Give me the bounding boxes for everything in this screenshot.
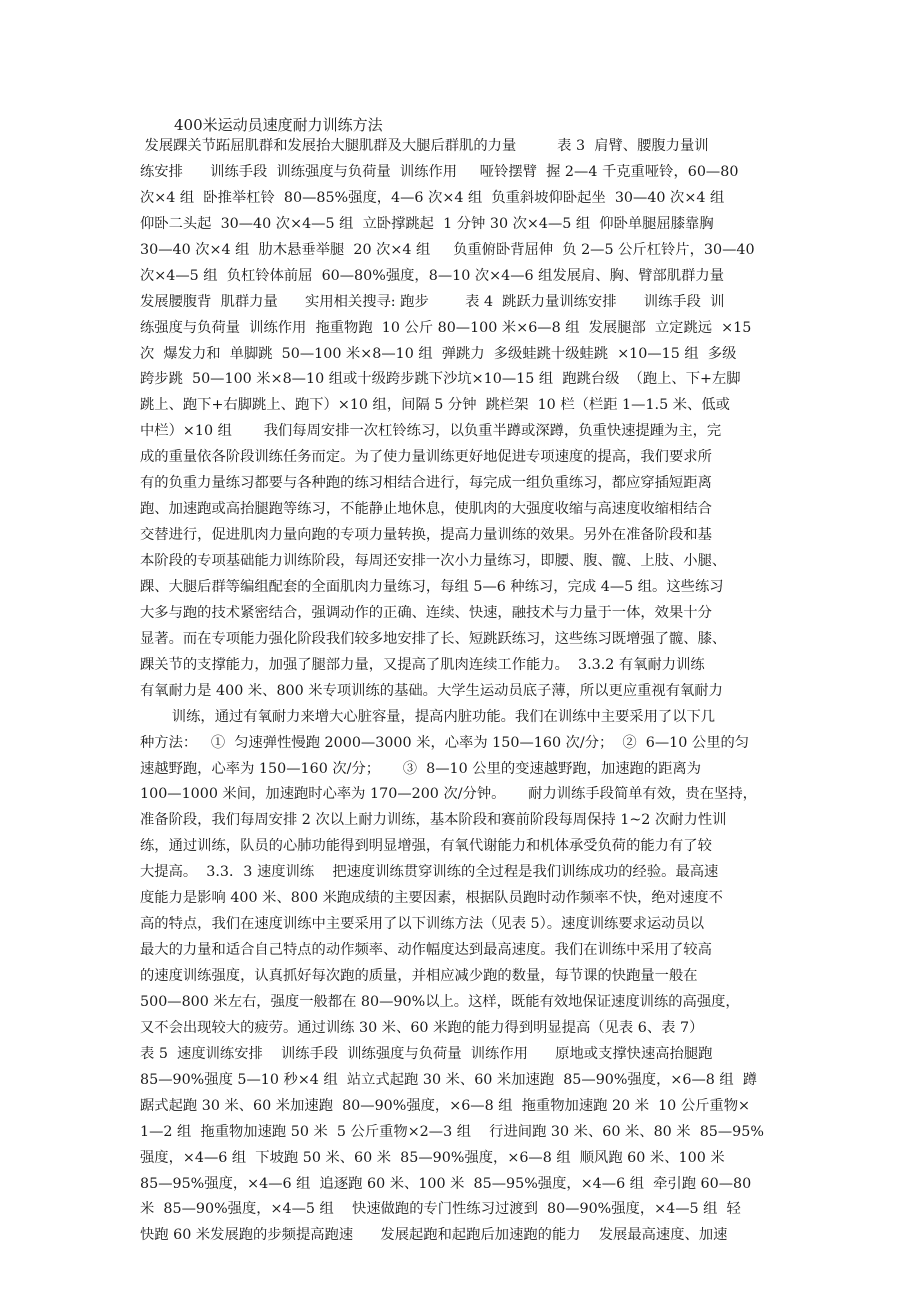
text-line: 强度，×4—6 组 下坡跑 50 米、60 米 85—90%强度，×6—8 组 顺风跑 60 米、100 米: [140, 1149, 725, 1166]
text-line: 表 5 速度训练安排 训练手段 训练强度与负荷量 训练作用 原地或支撑快速高抬腿跑: [140, 1045, 713, 1062]
text-line: 显著。而在专项能力强化阶段我们较多地安排了长、短跳跃练习，这些练习既增强了髋、膝、: [140, 630, 727, 647]
text-line: 练强度与负荷量 训练作用 拖重物跑 10 公斤 80—100 米×6—8 组 发展腿部 立定跳远 ×15: [140, 319, 752, 336]
text-line: 成的重量依各阶段训练任务而定。为了使力量训练更好地促进专项速度的提高，我们要求所: [140, 449, 712, 466]
text-line: 踝、大腿后群等编组配套的全面肌肉力量练习，每组 5—6 种练习，完成 4—5 组。这些练习: [140, 578, 724, 595]
text-line: 米 85—90%强度，×4—5 组 快速做跑的专门性练习过渡到 80—90%强度，×4—5 组 轻: [140, 1201, 741, 1218]
text-line: 准备阶段，我们每周安排 2 次以上耐力训练，基本阶段和赛前阶段每周保持 1~2 次耐力性训: [140, 812, 727, 829]
text-line: 次×4—5 组 负杠铃体前屈 60—80%强度，8—10 次×4—6 组发展肩、胸、臂部肌群力量: [140, 267, 725, 284]
text-line: 100—1000 米间，加速跑时心率为 170—200 次/分钟。 耐力训练手段简单有效，贵在坚持，: [140, 786, 757, 803]
text-line: 大提高。 3.3．3 速度训练 把速度训练贯穿训练的全过程是我们训练成功的经验。最高速: [140, 864, 719, 881]
text-line: 有氧耐力是 400 米、800 米专项训练的基础。大学生运动员底子薄，所以更应重视有氧耐力: [140, 682, 723, 699]
text-line: 快跑 60 米发展跑的步频提高跑速 发展起跑和起跑后加速跑的能力 发展最高速度、加速: [140, 1227, 728, 1244]
text-line: 练安排 训练手段 训练强度与负荷量 训练作用 哑铃摆臂 握 2—4 千克重哑铃，60—80: [140, 163, 739, 180]
text-line: 练，通过训练，队员的心肺功能得到明显增强，有氧代谢能力和机体承受负荷的能力有了较: [140, 838, 712, 855]
text-line: 本阶段的专项基础能力训练阶段，每周还安排一次小力量练习，即腰、腹、髋、上肢、小腿、: [140, 553, 727, 569]
text-line: 训练，通过有氧耐力来增大心脏容量，提高内脏功能。我们在训练中主要采用了以下几: [140, 708, 716, 725]
text-line: 度能力是影响 400 米、800 米跑成绩的主要因素，根据队员跑时动作频率不快，绝对速度不: [140, 890, 723, 907]
text-line: 仰卧二头起 30—40 次×4—5 组 立卧撑跳起 1 分钟 30 次×4—5 组 仰卧单腿屈膝靠胸: [140, 215, 714, 232]
text-line: 交替进行，促进肌肉力量向跑的专项力量转换，提高力量训练的效果。另外在准备阶段和基: [140, 527, 712, 544]
text-line: 的速度训练强度，认真抓好每次跑的质量，并相应减少跑的数量，每节课的快跑量一般在: [140, 968, 698, 984]
text-line: 85—95%强度，×4—6 组 追逐跑 60 米、100 米 85—95%强度，×4—6 组 牵引跑 60—80: [140, 1175, 752, 1192]
document-title: 400米运动员速度耐力训练方法: [174, 116, 383, 134]
text-line: 踞式起跑 30 米、60 米加速跑 80—90%强度，×6—8 组 拖重物加速跑 20 米 10 公斤重物×: [140, 1097, 750, 1114]
text-line: 高的特点，我们在速度训练中主要采用了以下训练方法（见表 5）。速度训练要求运动员以: [140, 916, 705, 933]
text-line: 1—2 组 拖重物加速跑 50 米 5 公斤重物×2—3 组 行进间跑 30 米、60 米、80 米 85—95%: [140, 1123, 764, 1140]
text-line: 踝关节的支撑能力，加强了腿部力量，又提高了肌肉连续工作能力。 3.3.2 有氧耐力训练: [140, 656, 705, 673]
text-line: 跑、加速跑或高抬腿跑等练习，不能静止地休息，使肌肉的大强度收缩与高速度收缩相结合: [140, 501, 712, 518]
text-line: 大多与跑的技术紧密结合，强调动作的正确、连续、快速，融技术与力量于一体，效果十分: [140, 604, 712, 621]
text-line: 次 爆发力和 单脚跳 50—100 米×8—10 组 弹跳力 多级蛙跳十级蛙跳 ×10—15 组 多级: [140, 345, 737, 362]
text-line: 有的负重力量练习都要与各种跑的练习相结合进行，每完成一组负重练习，都应穿插短距离: [140, 475, 712, 492]
text-line: 次×4 组 卧推举杠铃 80—85%强度，4—6 次×4 组 负重斜坡仰卧起坐 30—40 次×4 组: [140, 189, 725, 206]
text-line: 速越野跑，心率为 150—160 次/分； ③ 8—10 公里的变速越野跑，加速跑的距离为: [140, 760, 702, 777]
text-line: 跳上、跑下+右脚跳上、跑下）×10 组，间隔 5 分钟 跳栏架 10 栏（栏距 1—1.5 米、低或: [140, 397, 730, 414]
text-line: 跨步跳 50—100 米×8—10 组或十级跨步跳下沙坑×10—15 组 跑跳台级 （跑上、下+左脚: [140, 371, 741, 388]
text-line: 发展腰腹背 肌群力量 实用相关搜寻: 跑步 表 4 跳跃力量训练安排 训练手段 训: [140, 293, 725, 310]
text-line: 最大的力量和适合自己特点的动作频率、动作幅度达到最高速度。我们在训练中采用了较高: [140, 942, 712, 959]
text-line: 85—90%强度 5—10 秒×4 组 站立式起跑 30 米、60 米加速跑 85—90%强度，×6—8 组 蹲: [140, 1071, 758, 1088]
document-body: [140, 134, 790, 1249]
text-line: 500—800 米左右，强度一般都在 80—90%以上。这样，既能有效地保证速度训练的高强度，: [140, 993, 740, 1010]
text-line: 发展踝关节跖屈肌群和发展抬大腿肌群及大腿后群肌的力量 表 3 肩臂、腰腹力量训: [140, 138, 709, 154]
text-line: 中栏）×10 组 我们每周安排一次杠铃练习，以负重半蹲或深蹲，负重快速提踵为主，完: [140, 423, 722, 440]
text-line: 30—40 次×4 组 肋木悬垂举腿 20 次×4 组 负重俯卧背屈伸 负 2—5 公斤杠铃片，30—40: [140, 241, 755, 258]
text-line: 种方法： ① 匀速弹性慢跑 2000—3000 米，心率为 150—160 次/分； ② 6—10 公里的匀: [140, 734, 750, 751]
text-line: 又不会出现较大的疲劳。通过训练 30 米、60 米跑的能力得到明显提高（见表 6、表 7）: [140, 1019, 704, 1036]
